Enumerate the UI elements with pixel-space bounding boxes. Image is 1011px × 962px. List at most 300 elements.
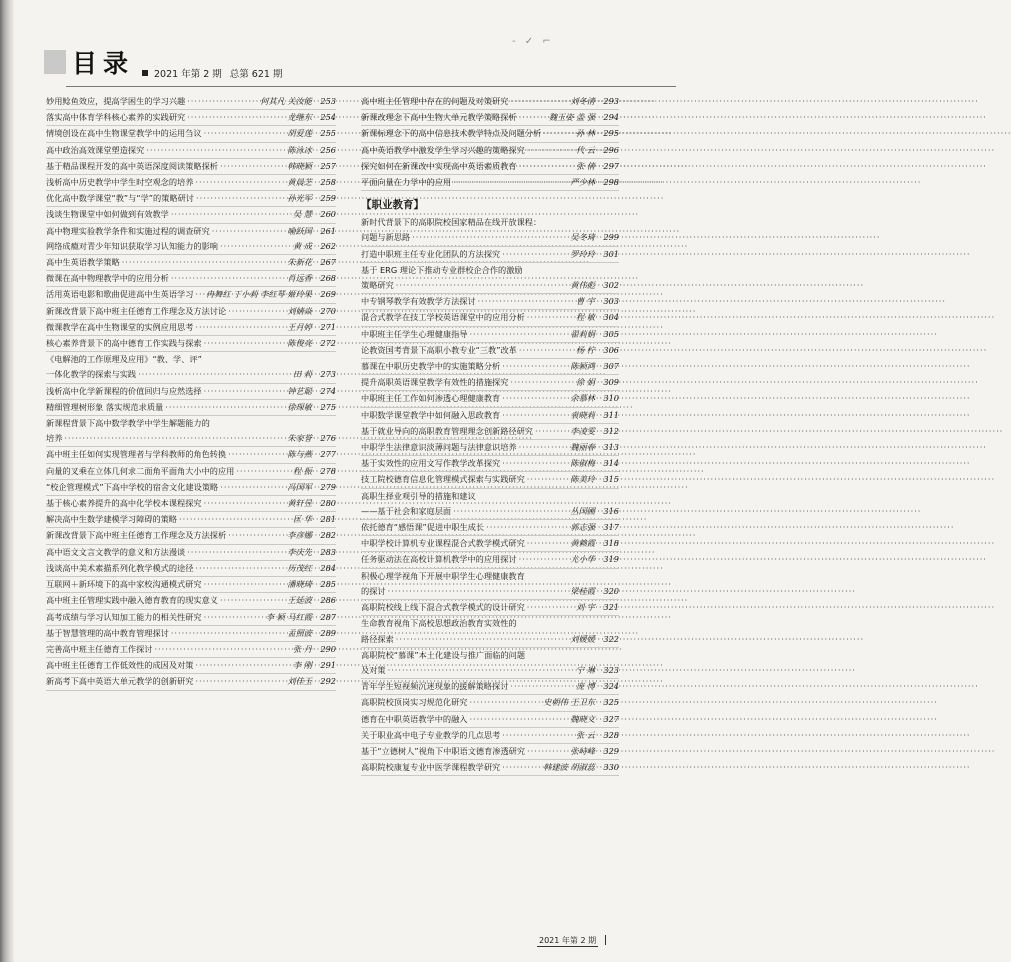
entry-title: 中专钢琴教学有效教学方法探讨 xyxy=(361,296,476,307)
entry-title: 新课改背景下高中班主任德育工作理念及方法探析 xyxy=(46,530,227,541)
entry-page: 299 xyxy=(603,232,619,243)
leader-dots xyxy=(519,110,545,125)
entry-author: 刘媛媛 xyxy=(570,633,595,644)
entry-author: 孟照波 xyxy=(287,627,312,638)
entry-title: 浅析高中历史教学中学生时空观念的培养 xyxy=(46,177,194,188)
entry-page: 257 xyxy=(320,160,336,171)
entry-page: 260 xyxy=(320,209,336,220)
entry-author: 李 颖 马红霞 xyxy=(265,611,312,622)
entry-page: 281 xyxy=(320,514,336,525)
entry-title: 精细管理树形象 落实规范求质量 xyxy=(46,401,164,412)
entry-page: 287 xyxy=(320,611,336,622)
entry-title: 浅析高中化学新课程的价值回归与应然选择 xyxy=(46,385,202,396)
entry-page: 297 xyxy=(603,160,619,171)
entry-title: 新课程背景下高中数学教学中学生解题能力的 xyxy=(46,418,210,429)
toc-entry xyxy=(46,304,336,320)
leader-dots xyxy=(519,440,567,455)
leader-dots xyxy=(220,480,283,495)
entry-page: 314 xyxy=(603,458,619,469)
entry-page: 292 xyxy=(320,676,336,687)
contents-column-left xyxy=(46,94,336,691)
leader-dots xyxy=(543,126,572,141)
toc-entry-line xyxy=(46,658,336,673)
toc-entry xyxy=(46,255,336,271)
entry-page: 324 xyxy=(603,681,619,692)
entry-title: 探究如何在新课改中实现高中英语素质教育 xyxy=(361,160,517,171)
total-issue: 总第 621 期 xyxy=(229,69,283,80)
entry-title: 任务驱动法在高校计算机教学中的应用探讨 xyxy=(361,554,517,565)
entry-author: 尤小华 xyxy=(570,554,595,565)
toc-entry xyxy=(361,489,619,520)
entry-title: 及对策 xyxy=(361,664,386,675)
leader-dots xyxy=(527,143,572,158)
entry-author: 黄晨芝 xyxy=(287,177,312,188)
entry-title: 混合式教学在技工学校英语课堂中的应用分析 xyxy=(361,312,525,323)
toc-entry-line xyxy=(361,294,619,309)
leader-dots xyxy=(171,271,284,286)
entry-page: 283 xyxy=(320,546,336,557)
toc-entry-line xyxy=(46,674,336,689)
toc-entry xyxy=(361,343,619,359)
toc-entry-line xyxy=(46,159,336,174)
entry-page: 290 xyxy=(320,643,336,654)
toc-entry-line xyxy=(46,431,336,446)
entry-page: 319 xyxy=(603,554,619,565)
entry-page: 303 xyxy=(603,296,619,307)
entry-page: 317 xyxy=(603,522,619,533)
entry-title: 培养 xyxy=(46,433,63,444)
leader-dots xyxy=(195,561,283,576)
toc-entry-line xyxy=(46,626,336,641)
entry-page: 267 xyxy=(320,257,336,268)
entry-page: 322 xyxy=(603,633,619,644)
entry-author: 历茂红 xyxy=(287,562,312,573)
entry-author: 刘冬清 xyxy=(570,96,595,106)
entry-author: 刘 宇 xyxy=(576,602,595,613)
contents-column-right xyxy=(361,94,619,776)
entry-author: 庞 博 xyxy=(576,681,595,692)
toc-entry xyxy=(361,126,619,142)
leader-dots xyxy=(510,94,566,109)
toc-entry xyxy=(46,561,336,577)
entry-author: 陈美玲 xyxy=(570,474,595,485)
entry-author: 郭志强 xyxy=(570,522,595,533)
toc-entry-line xyxy=(46,320,336,335)
toc-entry-line xyxy=(361,489,619,504)
toc-entry-line xyxy=(361,520,619,535)
toc-entry xyxy=(46,191,336,207)
leader-dots xyxy=(165,400,283,415)
entry-author: 魏玉姿 盖 强 xyxy=(548,112,595,123)
entry-page: 313 xyxy=(603,442,619,453)
toc-entry xyxy=(46,593,336,609)
toc-entry xyxy=(46,480,336,496)
entry-page: 282 xyxy=(320,530,336,541)
entry-title: 新高考下高中英语大单元教学的创新研究 xyxy=(46,676,194,687)
toc-entry-line xyxy=(361,472,619,487)
entry-page: 307 xyxy=(603,361,619,372)
toc-entry-line xyxy=(46,191,336,206)
entry-author: 陈俶梅 xyxy=(570,458,595,469)
toc-entry-line xyxy=(46,175,336,190)
entry-author: 黄伟彪 xyxy=(570,280,595,291)
entry-page: 329 xyxy=(603,745,619,756)
entry-title: 浅谈高中美术素描系列化教学模式的途径 xyxy=(46,562,194,573)
entry-title: 新课改理念下高中生物大单元教学策略探析 xyxy=(361,112,517,123)
toc-entry-line xyxy=(46,480,336,495)
entry-page: 278 xyxy=(320,465,336,476)
toc-entry xyxy=(361,263,619,294)
entry-page: 330 xyxy=(603,762,619,773)
entry-page: 254 xyxy=(320,112,336,123)
entry-title: 高中班主任管理实践中融入德育教育的现实意义 xyxy=(46,595,218,606)
contents-header xyxy=(44,42,674,90)
toc-entry-line xyxy=(361,695,619,710)
entry-page: 293 xyxy=(603,96,619,106)
toc-entry-line xyxy=(361,536,619,551)
toc-entry-line xyxy=(46,400,336,415)
entry-author: 王廷波 xyxy=(287,595,312,606)
toc-entry xyxy=(46,447,336,463)
toc-entry xyxy=(361,648,619,679)
toc-entry-line xyxy=(361,648,619,663)
entry-title: “校企管理模式”下高中学校的宿舍文化建设策略 xyxy=(46,481,219,492)
entry-title: 互联网＋新环境下的高中家校沟通模式研究 xyxy=(46,579,202,590)
entry-author: 张 云 xyxy=(576,729,595,740)
toc-entry-line xyxy=(361,143,619,158)
toc-entry-line xyxy=(46,224,336,239)
leader-dots xyxy=(469,695,539,710)
toc-entry-line xyxy=(361,456,619,471)
entry-page: 295 xyxy=(603,128,619,139)
toc-entry-line xyxy=(361,663,619,678)
entry-page: 259 xyxy=(320,193,336,204)
entry-author: 袁晓莉 xyxy=(570,409,595,420)
toc-entry xyxy=(361,375,619,391)
toc-entry xyxy=(46,496,336,512)
toc-entry-line xyxy=(361,278,619,293)
entry-author: 龙继东 xyxy=(287,112,312,123)
entry-page: 261 xyxy=(320,225,336,236)
leader-dots xyxy=(469,327,566,342)
entry-page: 302 xyxy=(603,280,619,291)
entry-page: 315 xyxy=(603,474,619,485)
entry-title: ——基于社会和家庭层面 xyxy=(361,505,452,516)
toc-entry-line xyxy=(46,94,336,109)
toc-entry xyxy=(361,327,619,343)
entry-page: 269 xyxy=(320,289,336,300)
entry-page: 301 xyxy=(603,248,619,259)
leader-dots xyxy=(527,744,566,759)
entry-title: 生命教育视角下高校思想政治教育实效性的 xyxy=(361,618,517,629)
toc-entry xyxy=(361,391,619,407)
toc-entry-line xyxy=(361,343,619,358)
entry-author: 孙 林 xyxy=(576,128,595,139)
leader-dots xyxy=(510,679,572,694)
entry-author: 黄轩昱 xyxy=(287,498,312,509)
toc-entry-line xyxy=(46,110,336,125)
entry-title: 基于精品课程开发的高中英语深度阅读策略探析 xyxy=(46,160,218,171)
entry-title: 基于就业导向的高职教育管理理念创新路径研究 xyxy=(361,425,533,436)
leader-dots xyxy=(453,504,566,519)
issue-info xyxy=(142,66,290,80)
entry-author: 黄赖霞 xyxy=(570,538,595,549)
entry-author: 吴冬琦 xyxy=(570,232,595,243)
toc-entry xyxy=(361,679,619,695)
handwritten-mark: - ✓ ⌐ xyxy=(512,36,554,47)
toc-entry xyxy=(361,408,619,424)
leader-dots xyxy=(236,464,289,479)
toc-entry-line xyxy=(361,310,619,325)
toc-entry-line xyxy=(361,215,619,230)
toc-entry-line xyxy=(46,545,336,560)
entry-page: 277 xyxy=(320,449,336,460)
entry-page: 320 xyxy=(603,585,619,596)
leader-dots xyxy=(204,577,284,592)
entry-title: 依托德育“感悟课”促进中职生成长 xyxy=(361,522,485,533)
leader-dots xyxy=(212,224,284,239)
toc-entry xyxy=(361,175,619,191)
entry-page: 255 xyxy=(320,128,336,139)
entry-title: 中职数学课堂教学中如何融入思政教育 xyxy=(361,409,501,420)
entry-author: 潘晓琦 xyxy=(287,579,312,590)
toc-entry xyxy=(361,159,619,175)
toc-entry xyxy=(361,695,619,711)
leader-dots xyxy=(527,536,567,551)
toc-entry xyxy=(361,728,619,744)
leader-dots xyxy=(171,207,289,222)
entry-author: 程 敏 xyxy=(576,312,595,323)
entry-page: 296 xyxy=(603,144,619,155)
toc-entry xyxy=(361,310,619,326)
toc-entry-line xyxy=(46,287,336,302)
leader-dots xyxy=(486,520,566,535)
toc-entry xyxy=(46,528,336,544)
toc-entry xyxy=(361,744,619,760)
entry-author: 徐 娟 xyxy=(576,377,595,388)
entry-author: 黄 成 xyxy=(293,240,312,251)
entry-author: 张峙峰 xyxy=(570,745,595,756)
entry-title: 新课标理念下的高中信息技术教学特点及问题分析 xyxy=(361,128,542,139)
entry-title: 微课在高中物理教学中的应用分析 xyxy=(46,273,169,284)
entry-title: 平面向量在力学中的应用 xyxy=(361,177,452,188)
leader-dots xyxy=(519,552,567,567)
toc-entry-line xyxy=(361,159,619,174)
entry-author: 翟莉娟 xyxy=(570,328,595,339)
entry-title: 技工院校德育信息化管理模式探索与实践研究 xyxy=(361,474,525,485)
entry-title: 活用英语电影和歌曲促进高中生英语学习 xyxy=(46,289,194,300)
entry-author: 吴 慧 xyxy=(293,209,312,220)
toc-entry-line xyxy=(46,352,336,367)
entry-author: 朱新花 xyxy=(287,257,312,268)
toc-entry-line xyxy=(361,375,619,390)
entry-author: 冯国军 xyxy=(287,481,312,492)
toc-entry xyxy=(46,512,336,528)
entry-title: 情境创设在高中生物课堂教学中的运用刍议 xyxy=(46,128,202,139)
leader-dots xyxy=(527,310,572,325)
entry-author: 严少林 xyxy=(570,177,595,188)
entry-author: 陈俊亮 xyxy=(287,338,312,349)
leader-dots xyxy=(527,600,572,615)
entry-page: 262 xyxy=(320,240,336,251)
toc-entry xyxy=(361,440,619,456)
toc-entry xyxy=(361,294,619,310)
leader-dots xyxy=(502,728,572,743)
leader-dots xyxy=(478,294,572,309)
entry-title: 提升高职英语课堂教学有效性的措施探究 xyxy=(361,377,509,388)
entry-title: 高中物理实验教学条件和实施过程的调查研究 xyxy=(46,225,210,236)
toc-entry-line xyxy=(361,94,619,109)
toc-entry xyxy=(46,94,336,110)
entry-title: 浅谈生物课堂中如何做到有效教学 xyxy=(46,209,169,220)
toc-entry-line xyxy=(46,239,336,254)
leader-dots xyxy=(228,528,283,543)
leader-dots xyxy=(453,175,566,190)
toc-entry-line xyxy=(361,569,619,584)
toc-entry-line xyxy=(46,447,336,462)
toc-entry xyxy=(361,247,619,263)
entry-title: 一体化教学的探索与实践 xyxy=(46,369,137,380)
entry-title: 新课改背景下高中班主任德育工作理念及方法讨论 xyxy=(46,305,227,316)
toc-entry xyxy=(46,207,336,223)
entry-author: 冉舞红 丁小莉 李红琴 姬玲果 xyxy=(205,289,312,300)
entry-author: 徐琛敏 xyxy=(287,401,312,412)
leader-dots xyxy=(502,760,539,775)
leader-dots xyxy=(469,712,566,727)
toc-entry-line xyxy=(361,760,619,775)
entry-author: 孙光军 xyxy=(287,193,312,204)
leader-dots xyxy=(502,247,566,262)
toc-entry-line xyxy=(46,207,336,222)
toc-entry-line xyxy=(46,496,336,511)
toc-entry xyxy=(46,464,336,480)
toc-entry-line xyxy=(361,744,619,759)
toc-entry-line xyxy=(46,126,336,141)
entry-page: 273 xyxy=(320,369,336,380)
entry-page: 253 xyxy=(320,96,336,106)
toc-entry xyxy=(46,336,336,352)
entry-author: 李彦娜 xyxy=(287,530,312,541)
entry-title: 高中语文文言文教学的意义和方法漫谈 xyxy=(46,546,186,557)
entry-title: 高职院校“慕课”本土化建设与推广面临的问题 xyxy=(361,649,526,660)
leader-dots xyxy=(220,593,283,608)
entry-author: 王月婷 xyxy=(287,321,312,332)
toc-entry xyxy=(46,159,336,175)
leader-dots xyxy=(502,359,566,374)
entry-title: 高考成绩与学习认知加工能力的相关性研究 xyxy=(46,611,202,622)
toc-entry-line xyxy=(361,247,619,262)
entry-page: 309 xyxy=(603,377,619,388)
toc-entry-line xyxy=(46,512,336,527)
toc-entry-line xyxy=(361,679,619,694)
toc-entry xyxy=(46,658,336,674)
leader-dots xyxy=(204,610,262,625)
entry-title: 向量的叉乘在立体几何求二面角平面角大小中的应用 xyxy=(46,465,235,476)
toc-entry xyxy=(46,577,336,593)
entry-page: 276 xyxy=(320,433,336,444)
entry-author: 陈颖鸿 xyxy=(570,361,595,372)
leader-dots xyxy=(502,408,566,423)
entry-page: 286 xyxy=(320,595,336,606)
toc-entry-line xyxy=(46,416,336,431)
entry-author: 余慕林 xyxy=(570,393,595,404)
leader-dots xyxy=(388,663,572,678)
section-title-vocational: 【职业教育】 xyxy=(361,199,424,212)
entry-title: 路径探索 xyxy=(361,633,394,644)
leader-dots xyxy=(519,343,572,358)
toc-entry xyxy=(361,552,619,568)
entry-author: 李庆先 xyxy=(287,546,312,557)
entry-title: 论教资国考背景下高职小教专业“三教”改革 xyxy=(361,344,517,355)
toc-entry-line xyxy=(361,712,619,727)
toc-entry-line xyxy=(361,110,619,125)
entry-author: 钟艺聪 xyxy=(287,385,312,396)
entry-page: 312 xyxy=(603,425,619,436)
entry-author: 胡爱莲 xyxy=(287,128,312,139)
toc-entry-line xyxy=(46,610,336,625)
toc-entry xyxy=(361,760,619,776)
entry-title: 基于核心素养提升的高中化学校本课程探究 xyxy=(46,498,202,509)
entry-title: 打造中职班主任专业化团队的方法探究 xyxy=(361,248,501,259)
entry-title: 高中政治高效课堂塑造探究 xyxy=(46,144,145,155)
entry-page: 325 xyxy=(603,697,619,708)
entry-page: 256 xyxy=(320,144,336,155)
entry-author: 代 云 xyxy=(576,144,595,155)
entry-title: 落实高中体育学科核心素养的实践研究 xyxy=(46,112,186,123)
toc-entry xyxy=(361,536,619,552)
entry-page: 310 xyxy=(603,393,619,404)
toc-entry-line xyxy=(46,271,336,286)
entry-author: 宁 琳 xyxy=(576,664,595,675)
entry-title: 高中班主任管理中存在的问题及对策研究 xyxy=(361,96,509,106)
entry-title: 中职学生法律意识淡薄问题与法律意识培养 xyxy=(361,442,517,453)
entry-title: 慕课在中职历史教学中的实施策略分析 xyxy=(361,361,501,372)
toc-entry-line xyxy=(46,384,336,399)
entry-title: 优化高中数学课堂“教”与“学”的策略研讨 xyxy=(46,193,194,204)
leader-dots xyxy=(187,545,283,560)
toc-entry xyxy=(361,569,619,600)
toc-entry xyxy=(46,143,336,159)
page-title: 目录 xyxy=(72,49,135,78)
leader-dots xyxy=(228,447,283,462)
entry-page: 323 xyxy=(603,664,619,675)
entry-page: 270 xyxy=(320,305,336,316)
entry-author: 曹 宇 xyxy=(576,296,595,307)
entry-page: 316 xyxy=(603,505,619,516)
toc-entry xyxy=(361,712,619,728)
toc-entry xyxy=(46,400,336,416)
toc-entry xyxy=(361,600,619,616)
entry-title: 关于职业高中电子专业教学的几点思考 xyxy=(361,729,501,740)
leader-dots xyxy=(195,658,289,673)
leader-dots xyxy=(396,278,567,293)
leader-dots xyxy=(396,632,567,647)
entry-page: 327 xyxy=(603,713,619,724)
entry-title: 高职生择业观引导的措施和建议 xyxy=(361,490,476,501)
page-footer: 2021 年第 2 期 xyxy=(539,936,597,945)
toc-entry xyxy=(46,175,336,191)
leader-dots xyxy=(510,375,572,390)
entry-author: 魏晓文 xyxy=(570,713,595,724)
toc-entry xyxy=(46,352,336,383)
toc-entry-line xyxy=(361,584,619,599)
entry-author: 杨 柠 xyxy=(576,344,595,355)
entry-author: 李凌雯 xyxy=(570,425,595,436)
entry-author: 陈泳冰 xyxy=(287,144,312,155)
entry-page: 311 xyxy=(603,409,619,420)
toc-entry xyxy=(46,674,336,690)
toc-entry-line xyxy=(46,642,336,657)
